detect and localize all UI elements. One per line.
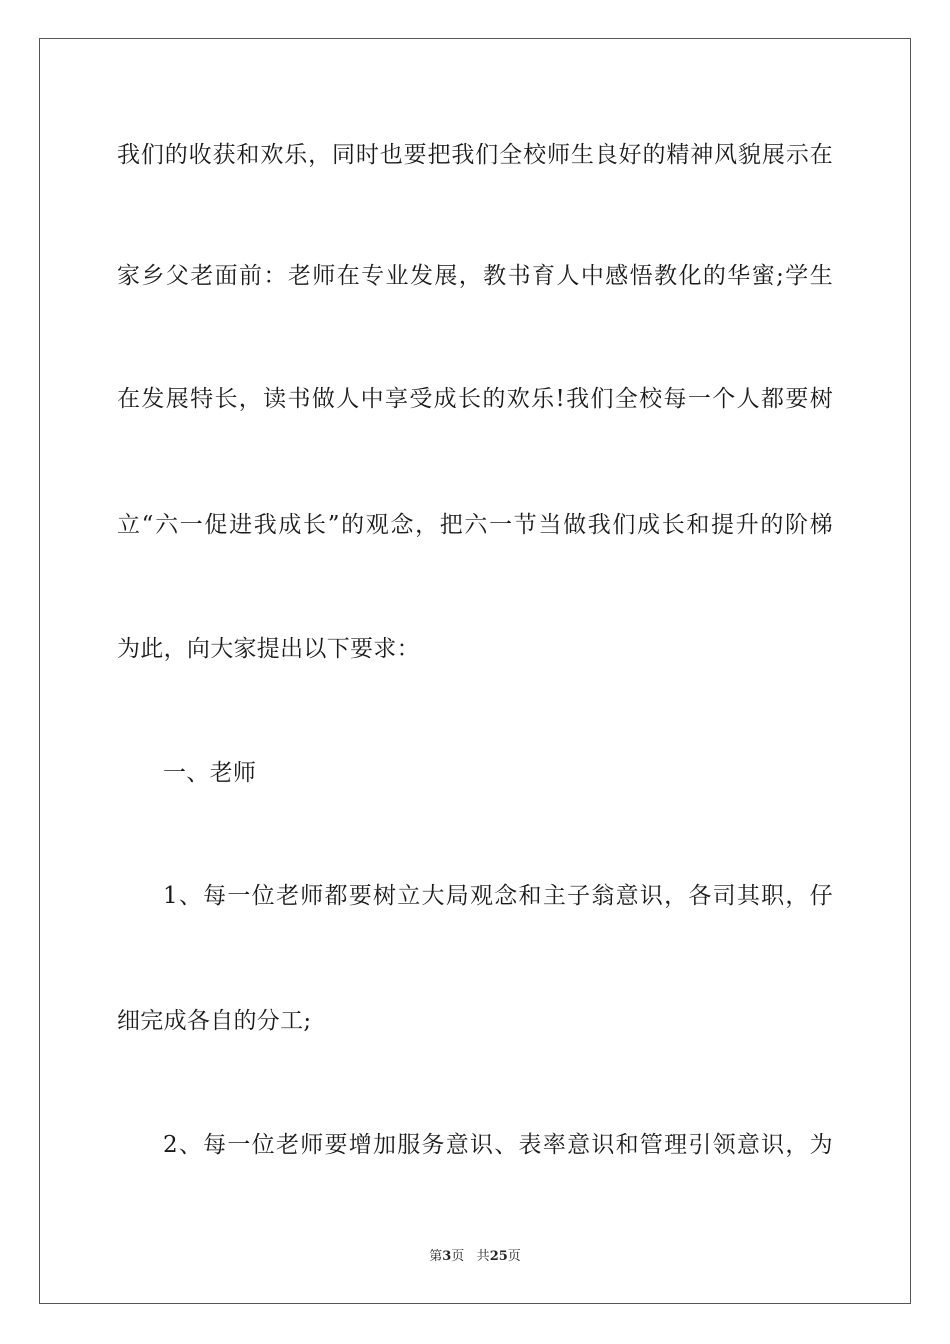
paragraph-line-3: 在发展特长，读书做人中享受成长的欢乐!我们全校每一个人都要树 (117, 386, 833, 412)
section-heading-teachers: 一、老师 (163, 760, 257, 786)
total-pages: 25 (489, 1249, 508, 1264)
page-prefix: 第 (429, 1249, 443, 1264)
paragraph-line-2: 家乡父老面前：老师在专业发展，教书育人中感悟教化的华蜜;学生 (117, 263, 833, 289)
page-number: 3 (442, 1249, 452, 1264)
total-suffix: 页 (507, 1249, 521, 1264)
list-item-1-line-1: 1、每一位老师都要树立大局观念和主子翁意识，各司其职，仔 (163, 883, 833, 909)
page-suffix: 页 (451, 1249, 465, 1264)
page-frame (39, 38, 911, 1304)
page-footer (0, 1248, 950, 1266)
total-prefix: 共 (476, 1249, 490, 1264)
list-item-1-line-2: 细完成各自的分工; (117, 1008, 312, 1034)
paragraph-line-4: 立“六一促进我成长”的观念，把六一节当做我们成长和提升的阶梯 (117, 512, 833, 538)
paragraph-line-5: 为此，向大家提出以下要求： (117, 636, 420, 662)
paragraph-line-1: 我们的收获和欢乐，同时也要把我们全校师生良好的精神风貌展示在 (117, 142, 833, 168)
list-item-2-line-1: 2、每一位老师要增加服务意识、表率意识和管理引领意识，为 (163, 1132, 833, 1158)
